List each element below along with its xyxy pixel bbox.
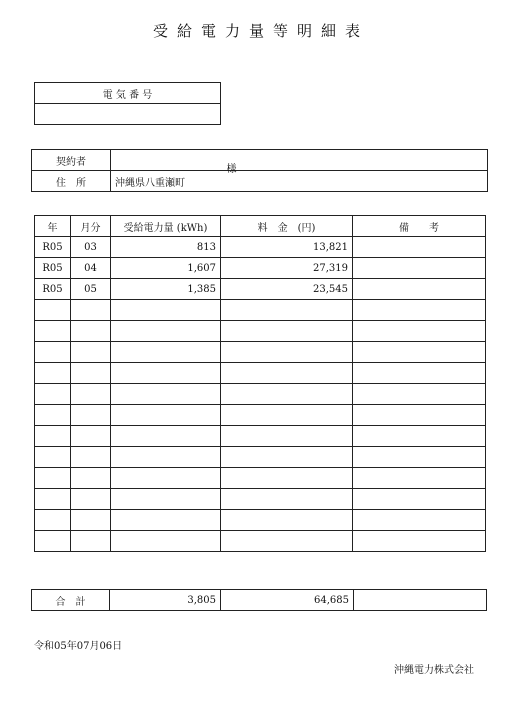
empty-cell bbox=[71, 384, 111, 405]
table-row bbox=[35, 279, 486, 300]
table-row bbox=[35, 237, 486, 258]
empty-cell bbox=[71, 489, 111, 510]
cell-amount: 23,545 bbox=[221, 279, 353, 300]
detail-table bbox=[34, 215, 486, 552]
contract-holder-label: 契約者 bbox=[32, 150, 111, 171]
empty-row bbox=[35, 510, 486, 531]
empty-cell bbox=[353, 363, 486, 384]
meter-number-label: 電 気 番 号 bbox=[35, 83, 221, 104]
total-row bbox=[32, 590, 487, 611]
empty-row bbox=[35, 447, 486, 468]
empty-cell bbox=[35, 342, 71, 363]
empty-cell bbox=[71, 468, 111, 489]
empty-cell bbox=[353, 342, 486, 363]
empty-cell bbox=[221, 531, 353, 552]
empty-cell bbox=[221, 510, 353, 531]
cell-month: 04 bbox=[71, 258, 111, 279]
empty-cell bbox=[353, 405, 486, 426]
cell-month: 05 bbox=[71, 279, 111, 300]
header-energy: 受給電力量 (kWh) bbox=[111, 216, 221, 237]
empty-cell bbox=[111, 447, 221, 468]
empty-cell bbox=[71, 342, 111, 363]
empty-cell bbox=[221, 300, 353, 321]
empty-row bbox=[35, 531, 486, 552]
meter-number-value bbox=[35, 104, 221, 125]
empty-cell bbox=[111, 468, 221, 489]
empty-cell bbox=[221, 342, 353, 363]
empty-cell bbox=[111, 342, 221, 363]
empty-cell bbox=[35, 510, 71, 531]
detail-header-row bbox=[35, 216, 486, 237]
cell-remarks bbox=[353, 279, 486, 300]
empty-cell bbox=[71, 510, 111, 531]
cell-energy: 1,385 bbox=[111, 279, 221, 300]
empty-cell bbox=[71, 300, 111, 321]
empty-cell bbox=[353, 468, 486, 489]
empty-cell bbox=[35, 363, 71, 384]
empty-cell bbox=[221, 363, 353, 384]
empty-row bbox=[35, 426, 486, 447]
empty-cell bbox=[111, 363, 221, 384]
empty-cell bbox=[35, 384, 71, 405]
empty-cell bbox=[353, 510, 486, 531]
empty-cell bbox=[35, 300, 71, 321]
cell-year: R05 bbox=[35, 258, 71, 279]
cell-remarks bbox=[353, 237, 486, 258]
address-value: 沖縄県八重瀬町 bbox=[111, 171, 488, 192]
cell-energy: 813 bbox=[111, 237, 221, 258]
empty-row bbox=[35, 342, 486, 363]
empty-cell bbox=[71, 321, 111, 342]
total-label: 合 計 bbox=[32, 590, 110, 611]
empty-cell bbox=[111, 510, 221, 531]
empty-cell bbox=[221, 384, 353, 405]
empty-cell bbox=[35, 447, 71, 468]
total-amount: 64,685 bbox=[221, 590, 354, 611]
empty-cell bbox=[221, 489, 353, 510]
header-amount: 料 金 (円) bbox=[221, 216, 353, 237]
empty-cell bbox=[353, 531, 486, 552]
empty-cell bbox=[111, 405, 221, 426]
empty-row bbox=[35, 384, 486, 405]
empty-cell bbox=[35, 468, 71, 489]
empty-row bbox=[35, 363, 486, 384]
total-table bbox=[31, 589, 487, 611]
empty-row bbox=[35, 489, 486, 510]
empty-cell bbox=[221, 321, 353, 342]
empty-cell bbox=[71, 531, 111, 552]
cell-energy: 1,607 bbox=[111, 258, 221, 279]
cell-month: 03 bbox=[71, 237, 111, 258]
empty-cell bbox=[35, 531, 71, 552]
empty-cell bbox=[353, 489, 486, 510]
empty-cell bbox=[353, 426, 486, 447]
empty-cell bbox=[111, 426, 221, 447]
empty-cell bbox=[353, 300, 486, 321]
issue-date: 令和05年07月06日 bbox=[34, 641, 123, 652]
meter-number-box bbox=[34, 82, 221, 125]
cell-year: R05 bbox=[35, 279, 71, 300]
empty-row bbox=[35, 405, 486, 426]
empty-cell bbox=[111, 531, 221, 552]
empty-cell bbox=[35, 321, 71, 342]
header-month: 月分 bbox=[71, 216, 111, 237]
empty-cell bbox=[71, 447, 111, 468]
empty-cell bbox=[221, 426, 353, 447]
empty-cell bbox=[353, 321, 486, 342]
empty-cell bbox=[221, 447, 353, 468]
empty-row bbox=[35, 468, 486, 489]
empty-cell bbox=[71, 363, 111, 384]
empty-cell bbox=[111, 384, 221, 405]
cell-year: R05 bbox=[35, 237, 71, 258]
address-label: 住 所 bbox=[32, 171, 111, 192]
cell-amount: 27,319 bbox=[221, 258, 353, 279]
empty-cell bbox=[353, 384, 486, 405]
empty-cell bbox=[221, 468, 353, 489]
empty-cell bbox=[353, 447, 486, 468]
total-energy: 3,805 bbox=[110, 590, 221, 611]
empty-cell bbox=[35, 405, 71, 426]
empty-cell bbox=[35, 426, 71, 447]
empty-row bbox=[35, 300, 486, 321]
empty-cell bbox=[111, 489, 221, 510]
contract-info bbox=[31, 149, 488, 192]
empty-cell bbox=[71, 405, 111, 426]
total-note bbox=[354, 590, 487, 611]
document-title: 受給電力量等明細表 bbox=[152, 22, 369, 40]
contract-holder-cell bbox=[111, 150, 488, 175]
honorific-suffix: 様 bbox=[226, 164, 237, 175]
empty-row bbox=[35, 321, 486, 342]
table-row bbox=[35, 258, 486, 279]
empty-cell bbox=[111, 321, 221, 342]
empty-cell bbox=[221, 405, 353, 426]
header-year: 年 bbox=[35, 216, 71, 237]
cell-amount: 13,821 bbox=[221, 237, 353, 258]
company-name: 沖縄電力株式会社 bbox=[394, 665, 474, 676]
header-remarks: 備 考 bbox=[353, 216, 486, 237]
cell-remarks bbox=[353, 258, 486, 279]
empty-cell bbox=[71, 426, 111, 447]
empty-cell bbox=[35, 489, 71, 510]
empty-cell bbox=[111, 300, 221, 321]
